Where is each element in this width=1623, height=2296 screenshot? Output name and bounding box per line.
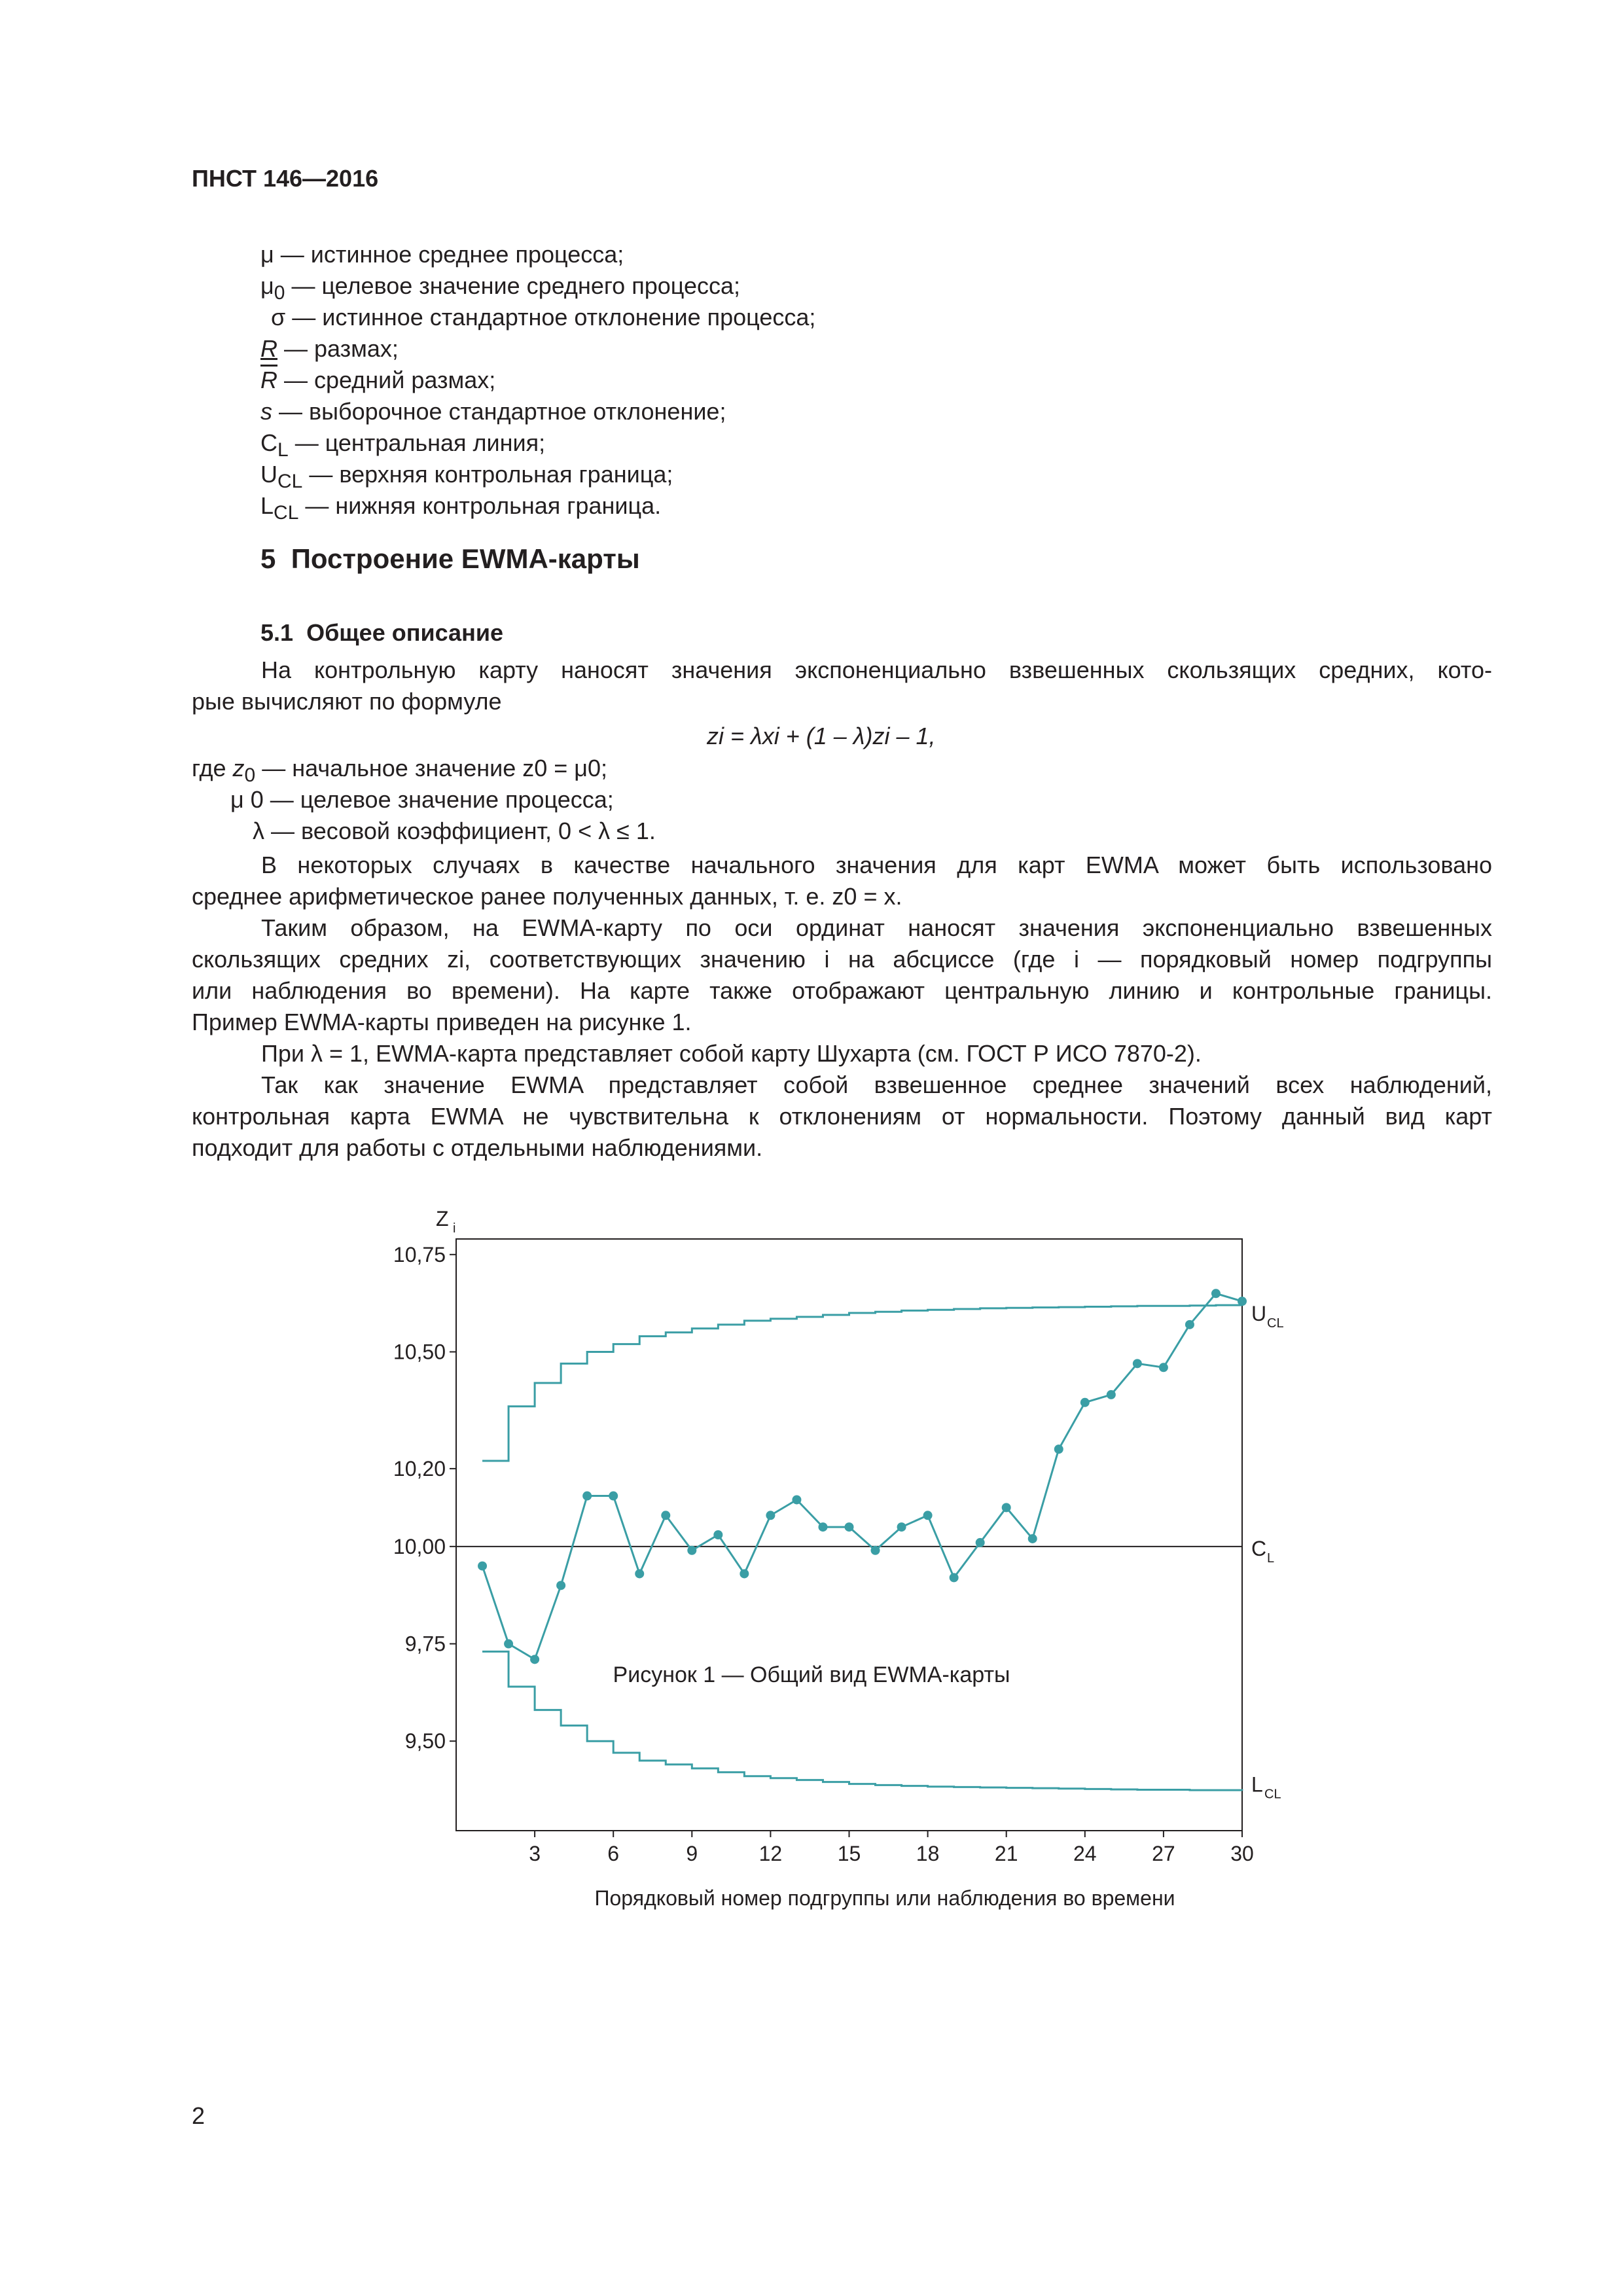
legend-symbol: $\overline{R}$ [260, 367, 277, 393]
x-tick-label: 12 [758, 1842, 783, 1865]
paragraph-1-line-2: рые вычисляют по формуле [192, 688, 502, 715]
data-point [1028, 1534, 1037, 1543]
y-tick-label: 10,00 [393, 1534, 446, 1558]
where-line-3: λ — весовой коэффициент, 0 < λ ≤ 1. [253, 817, 656, 844]
data-point [609, 1492, 618, 1501]
legend-description: — средний размах; [277, 367, 496, 393]
y-axis-title: Z [436, 1207, 449, 1230]
data-point [1211, 1289, 1221, 1298]
x-tick-label: 15 [837, 1842, 861, 1865]
section-number: 5 [260, 543, 276, 574]
lcl-label: L [1251, 1772, 1263, 1797]
ewma-line [482, 1293, 1242, 1659]
paragraph-3-line-2: скользящих средних zi, соответствующих значению i на абсциссе (где i — порядковый номер подгруппы [192, 946, 1492, 973]
paragraph-3-line-3: или наблюдения во времени). На карте также отображают центральную линию и контрольные границы. [192, 977, 1492, 1004]
data-point [1238, 1297, 1247, 1306]
data-point [504, 1640, 513, 1649]
paragraph-3-line-4: Пример EWMA-карты приведен на рисунке 1. [192, 1009, 692, 1035]
data-point [1185, 1320, 1194, 1329]
data-point [687, 1546, 696, 1555]
legend-description: — размах; [277, 335, 399, 362]
legend-symbol: C [260, 429, 277, 456]
y-tick-label: 10,20 [393, 1456, 446, 1480]
ucl-label: U [1251, 1302, 1267, 1326]
legend-symbol: μ [260, 241, 274, 268]
legend-subscript: CL [277, 471, 303, 493]
paragraph-5-line-2: контрольная карта EWMA не чувствительна к отклонениям от нормальности. Поэтому данный вид карт [192, 1103, 1492, 1130]
x-tick-label: 9 [686, 1842, 698, 1865]
data-point [871, 1546, 880, 1555]
paragraph-1-line-1: На контрольную карту наносят значения экспоненциально взвешенных скользящих средних, кото- [261, 656, 1492, 683]
y-tick-label: 10,75 [393, 1242, 446, 1266]
data-point [950, 1573, 959, 1582]
y-tick-label: 9,75 [404, 1632, 446, 1656]
x-axis-title: Порядковый номер подгруппы или наблюдения во времени [594, 1886, 1175, 1910]
legend-subscript: CL [274, 502, 299, 524]
legend-symbol: μ [260, 272, 274, 299]
paragraph-5-line-3: подходит для работы с отдельными наблюдениями. [192, 1134, 763, 1161]
data-point [976, 1538, 985, 1547]
where-line-1: где $z_0$ — начальное значение z0 = μ0; [192, 755, 608, 787]
legend-subscript: 0 [274, 282, 285, 304]
subsection-title: Общее описание [306, 619, 503, 646]
center-line-label-subscript: L [1267, 1551, 1275, 1566]
data-point [897, 1522, 906, 1532]
legend-symbol: U [260, 461, 277, 488]
lcl-label-subscript: CL [1264, 1787, 1281, 1802]
legend-description: — истинное среднее процесса; [274, 241, 624, 268]
y-tick-label: 10,50 [393, 1340, 446, 1364]
document-header: ПНСТ 146—2016 [192, 165, 379, 192]
data-point [556, 1581, 565, 1590]
data-point [1002, 1503, 1011, 1512]
ewma-series [478, 1289, 1247, 1664]
data-point [792, 1495, 801, 1504]
legend-symbol: s [260, 398, 272, 425]
plot-frame [456, 1239, 1242, 1831]
data-point [845, 1522, 854, 1532]
page-number: 2 [192, 2102, 205, 2129]
x-tick-label: 30 [1230, 1842, 1254, 1865]
x-tick-label: 18 [916, 1842, 940, 1865]
y-axis-title-subscript: i [453, 1221, 456, 1236]
figure-caption: Рисунок 1 — Общий вид EWMA-карты [613, 1662, 1010, 1687]
data-point [740, 1569, 749, 1578]
legend-symbol: R [260, 335, 277, 362]
legend-description: — верхняя контрольная граница; [302, 461, 673, 488]
y-tick-label: 9,50 [404, 1729, 446, 1753]
data-point [923, 1511, 933, 1520]
where-line-2: μ 0 — целевое значение процесса; [230, 786, 614, 813]
data-point [713, 1530, 722, 1539]
x-tick-label: 21 [994, 1842, 1018, 1865]
x-tick-label: 27 [1152, 1842, 1175, 1865]
x-tick-label: 6 [607, 1842, 620, 1865]
legend-description: — центральная линия; [288, 429, 546, 456]
legend-description: — выборочное стандартное отклонение; [272, 398, 726, 425]
legend-symbol: σ [271, 304, 286, 331]
legend-subscript: L [277, 439, 289, 461]
x-tick-label: 24 [1073, 1842, 1097, 1865]
ewma-formula: zi = λxi + (1 – λ)zi – 1, [707, 723, 936, 749]
data-point [582, 1492, 592, 1501]
data-point [661, 1511, 670, 1520]
paragraph-2-line-2: среднее арифметическое ранее полученных данных, т. е. z0 = x. [192, 883, 902, 910]
ucl-line [482, 1305, 1242, 1461]
data-point [478, 1562, 487, 1571]
legend-description: — истинное стандартное отклонение процесса; [285, 304, 816, 331]
subsection-number: 5.1 [260, 619, 294, 646]
paragraph-3-line-1: Таким образом, на EWMA-карту по оси ординат наносят значения экспоненциально взвешенных [261, 914, 1492, 941]
data-point [1107, 1390, 1116, 1399]
paragraph-4-line-1: При λ = 1, EWMA-карта представляет собой карту Шухарта (см. ГОСТ Р ИСО 7870-2). [261, 1040, 1202, 1067]
data-point [1054, 1444, 1063, 1454]
paragraph-2-line-1: В некоторых случаях в качестве начального значения для карт EWMA может быть использовано [261, 852, 1492, 878]
section-title: Построение EWMA-карты [291, 543, 640, 574]
axis-ticks [393, 1243, 1254, 1865]
paragraph-5-line-1: Так как значение EWMA представляет собой взвешенное среднее значений всех наблюдений, [261, 1071, 1492, 1098]
data-point [635, 1569, 644, 1578]
data-point [818, 1522, 827, 1532]
data-point [1133, 1359, 1142, 1368]
legend-description: — целевое значение среднего процесса; [285, 272, 741, 299]
data-point [1080, 1398, 1090, 1407]
legend-description: — нижняя контрольная граница. [298, 492, 662, 519]
data-point [1159, 1363, 1168, 1372]
legend-symbol: L [260, 492, 274, 519]
x-tick-label: 3 [529, 1842, 541, 1865]
control-limits [456, 1302, 1284, 1802]
data-point [766, 1511, 775, 1520]
center-line-label: C [1251, 1536, 1267, 1560]
ucl-label-subscript: CL [1267, 1316, 1284, 1331]
